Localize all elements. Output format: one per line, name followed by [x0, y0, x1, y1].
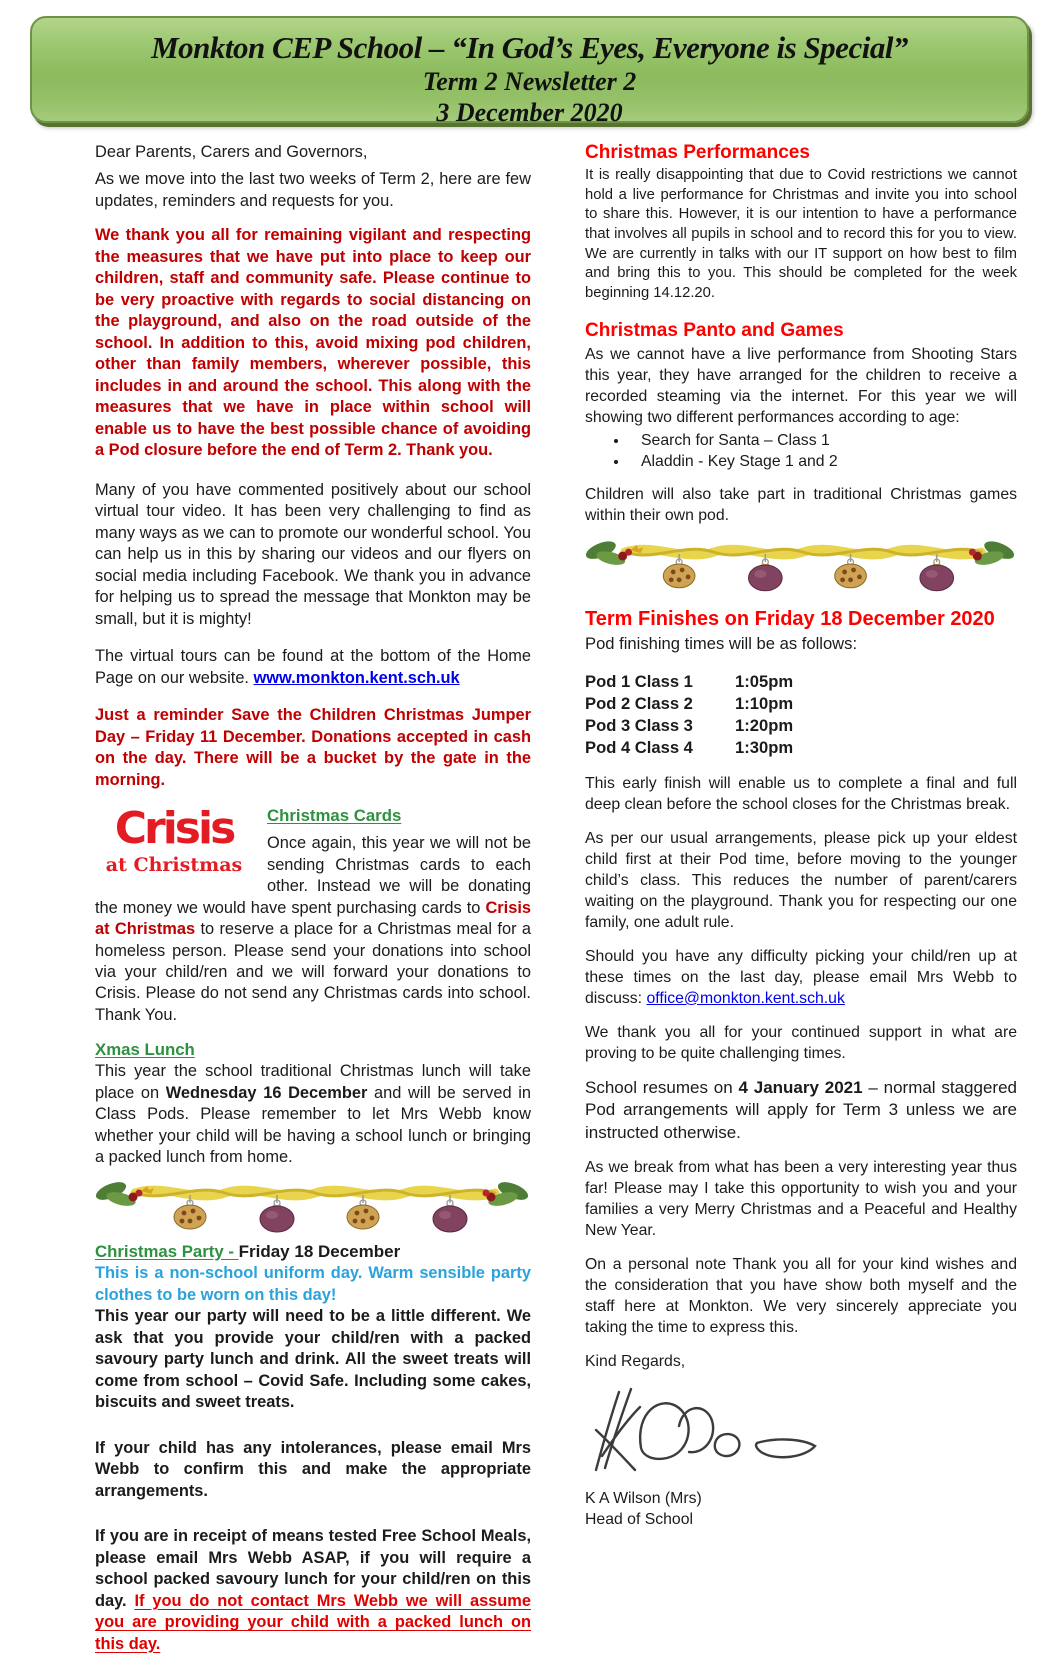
pod-time: 1:05pm: [735, 672, 794, 692]
right-column: [585, 142, 1017, 1530]
website-paragraph: [95, 646, 531, 689]
party-heading-date: Friday 18 December: [238, 1241, 401, 1261]
pod-label: Pod 1 Class 1: [585, 672, 693, 692]
pod-times-table: [585, 671, 1017, 759]
fsm-text: If you are in receipt of means tested Free School Meals, please email Mrs Webb ASAP, if you will require a school packed savoury lunch for your child/ren on this day.: [95, 1527, 531, 1610]
pod-time-row: [585, 737, 1017, 759]
cards-body-text-2: to reserve a place for a Christmas meal for a homeless person. Please send your donations into school via your child/ren and we will forward your donations to Crisis. Please do not send any Christmas cards into school. Thank You.: [95, 920, 531, 1024]
resume-date: 4 January 2021: [738, 1077, 863, 1097]
pod-label: Pod 2 Class 2: [585, 694, 693, 714]
panto-performance-list: [629, 430, 1017, 473]
party-uniform-note: This is a non-school uniform day. Warm sensible party clothes to be worn on this day!: [95, 1264, 531, 1304]
pod-time: 1:10pm: [735, 694, 794, 714]
fsm-warning: If you do not contact Mrs Webb we will assume you are providing your child with a packed lunch on this day.: [95, 1591, 531, 1653]
closing-paragraph-1: As we break from what has been a very interesting year thus far! Please may I take this opportunity to wish you and your families a very Merry Christmas and a Peaceful and Healthy New Year.: [585, 1159, 1017, 1240]
virtual-tour-paragraph: Many of you have commented positively about our school virtual tour video. It has been very challenging to find as many ways as we can to promote our wonderful school. You can help us in this by sharing our videos and our flyers on social media including Facebook. We thank you in advance for helping us to spread the message that Monkton may be small, but it is mighty!: [95, 480, 531, 628]
newsletter-title: Term 2 Newsletter 2: [422, 67, 637, 96]
school-title: Monkton CEP School – “In God’s Eyes, Everyone is Special”: [151, 30, 908, 65]
covid-notice: We thank you all for remaining vigilant and respecting the measures that we have put into place to keep our children, staff and community safe. Please continue to be very proactive with regards to social distancing on the playground, and also on the road outside of the school. In addition to this, avoid mixing pod children, other than family members, wherever possible, this includes in and around the school. This along with the measures that we have in place within school will enable us to have the best possible chance of avoiding a Pod closure before the end of Term 2. Thank you.: [95, 226, 531, 460]
resume-text-1: School resumes on: [585, 1077, 739, 1097]
crisis-at-christmas-logo: [95, 803, 253, 877]
party-paragraph-1: This year our party will need to be a little different. We ask that you provide your child/ren with a packed savoury party lunch and drink. All the sweet treats will come from school – Covid Safe. Including some cakes, biscuits and sweet treats.: [95, 1307, 531, 1412]
pickup-paragraph: As per our usual arrangements, please pick up your eldest child first at their Pod time, before moving to the younger child’s class. This reduces the number of parent/carers waiting on the playground. Thank you for respecting our one family, one adult rule.: [585, 829, 1017, 931]
resume-text-2: – normal staggered Pod arrangements will apply for Term 3 unless we are instructed otherwise.: [585, 1077, 1017, 1142]
left-column: [95, 142, 531, 1655]
cards-body-text-1: Once again, this year we will not be sending Christmas cards to each other. Instead we will be donating the money we would have spent purchasing cards to: [95, 834, 531, 917]
greeting: Dear Parents, Carers and Governors,: [95, 143, 368, 161]
christmas-cards-section: [95, 805, 531, 1026]
term-finishes-heading: Term Finishes on Friday 18 December 2020: [585, 608, 995, 631]
party-heading-green: Christmas Party -: [95, 1241, 239, 1261]
website-link[interactable]: www.monkton.kent.sch.uk: [253, 668, 460, 687]
kind-regards: Kind Regards,: [585, 1353, 686, 1371]
school-resumes-paragraph: [585, 1077, 1017, 1144]
pod-label: Pod 3 Class 3: [585, 716, 693, 736]
pod-time-row: [585, 715, 1017, 737]
support-paragraph: We thank you all for your continued support in what are proving to be quite challenging times.: [585, 1023, 1017, 1062]
christmas-cards-heading: Christmas Cards: [267, 806, 402, 826]
newsletter-date: 3 December 2020: [436, 98, 623, 128]
pod-time: 1:20pm: [735, 716, 794, 736]
xmas-lunch-heading: Xmas Lunch: [95, 1040, 195, 1060]
panto-heading: Christmas Panto and Games: [585, 319, 844, 341]
pod-label: Pod 4 Class 4: [585, 738, 693, 758]
early-finish-paragraph: This early finish will enable us to complete a final and full deep clean before the school closes for the Christmas break.: [585, 774, 1017, 813]
intro-paragraph: As we move into the last two weeks of Term 2, here are few updates, reminders and requests for you.: [95, 170, 531, 210]
xmas-lunch-body: [95, 1061, 531, 1168]
header-banner: [30, 16, 1029, 128]
christmas-garland-decoration: [95, 1177, 531, 1235]
office-email-link[interactable]: office@monkton.kent.sch.uk: [646, 989, 845, 1007]
contact-text: Should you have any difficulty picking your child/ren up at these times on the last day, please email Mrs Webb to discuss:: [585, 947, 1017, 1007]
crisis-highlight: Crisis at Christmas: [95, 898, 531, 939]
crisis-logo-word: Crisis: [114, 803, 234, 855]
crisis-logo-subtitle: at Christmas: [105, 853, 243, 876]
pod-time-row: [585, 693, 1017, 715]
panto-body: As we cannot have a live performance from Shooting Stars this year, they have arranged for the children to receive a recorded steaming via the internet. For this year we will showing two different performances according to age:: [585, 345, 1017, 426]
lunch-text-1: This year the school traditional Christmas lunch will take place on: [95, 1062, 531, 1102]
closing-paragraph-2: On a personal note Thank you all for your kind wishes and the consideration that you have show both myself and the staff here at Monkton. We very sincerely appreciate you taking the time to express this.: [585, 1256, 1017, 1337]
website-text: The virtual tours can be found at the bottom of the Home Page on our website.: [95, 647, 531, 687]
christmas-party-heading: [95, 1241, 531, 1263]
list-item: • Aladdin - Key Stage 1 and 2: [629, 451, 1017, 472]
signer-name: K A Wilson (Mrs): [585, 1490, 702, 1508]
christmas-garland-decoration: [585, 536, 1017, 594]
pod-time: 1:30pm: [735, 738, 794, 758]
party-paragraph-2: If your child has any intolerances, please email Mrs Webb to confirm this and make the appropriate arrangements.: [95, 1438, 531, 1500]
lunch-date: Wednesday 16 December: [165, 1083, 368, 1102]
party-paragraph-3: [95, 1526, 531, 1655]
pod-time-row: [585, 671, 1017, 693]
lunch-text-2: and will be served in Class Pods. Please remember to let Mrs Webb know whether your child will be having a school lunch or bringing a packed lunch from home.: [95, 1083, 531, 1167]
headteacher-signature-image: [589, 1386, 829, 1478]
contact-paragraph: [585, 946, 1017, 1009]
pod-times-intro: Pod finishing times will be as follows:: [585, 634, 858, 654]
jumper-day-notice: Just a reminder Save the Children Christmas Jumper Day – Friday 11 December. Donations accepted in cash on the day. There will be a bucket by the gate in the morning.: [95, 706, 531, 789]
list-item: • Search for Santa – Class 1: [629, 430, 1017, 451]
performances-heading: Christmas Performances: [585, 142, 810, 163]
signer-title: Head of School: [585, 1511, 694, 1529]
performances-body: It is really disappointing that due to Covid restrictions we cannot hold a live performance for Christmas and invite you into school to share this. However, it is our intention to have a performance that involves all pupils in school and to record this for you to view. We are currently in talks with our IT support on how best to film and bring this to you. This should be completed for the week beginning 14.12.20.: [585, 167, 1017, 302]
panto-body-2: Children will also take part in traditional Christmas games within their own pod.: [585, 486, 1017, 525]
